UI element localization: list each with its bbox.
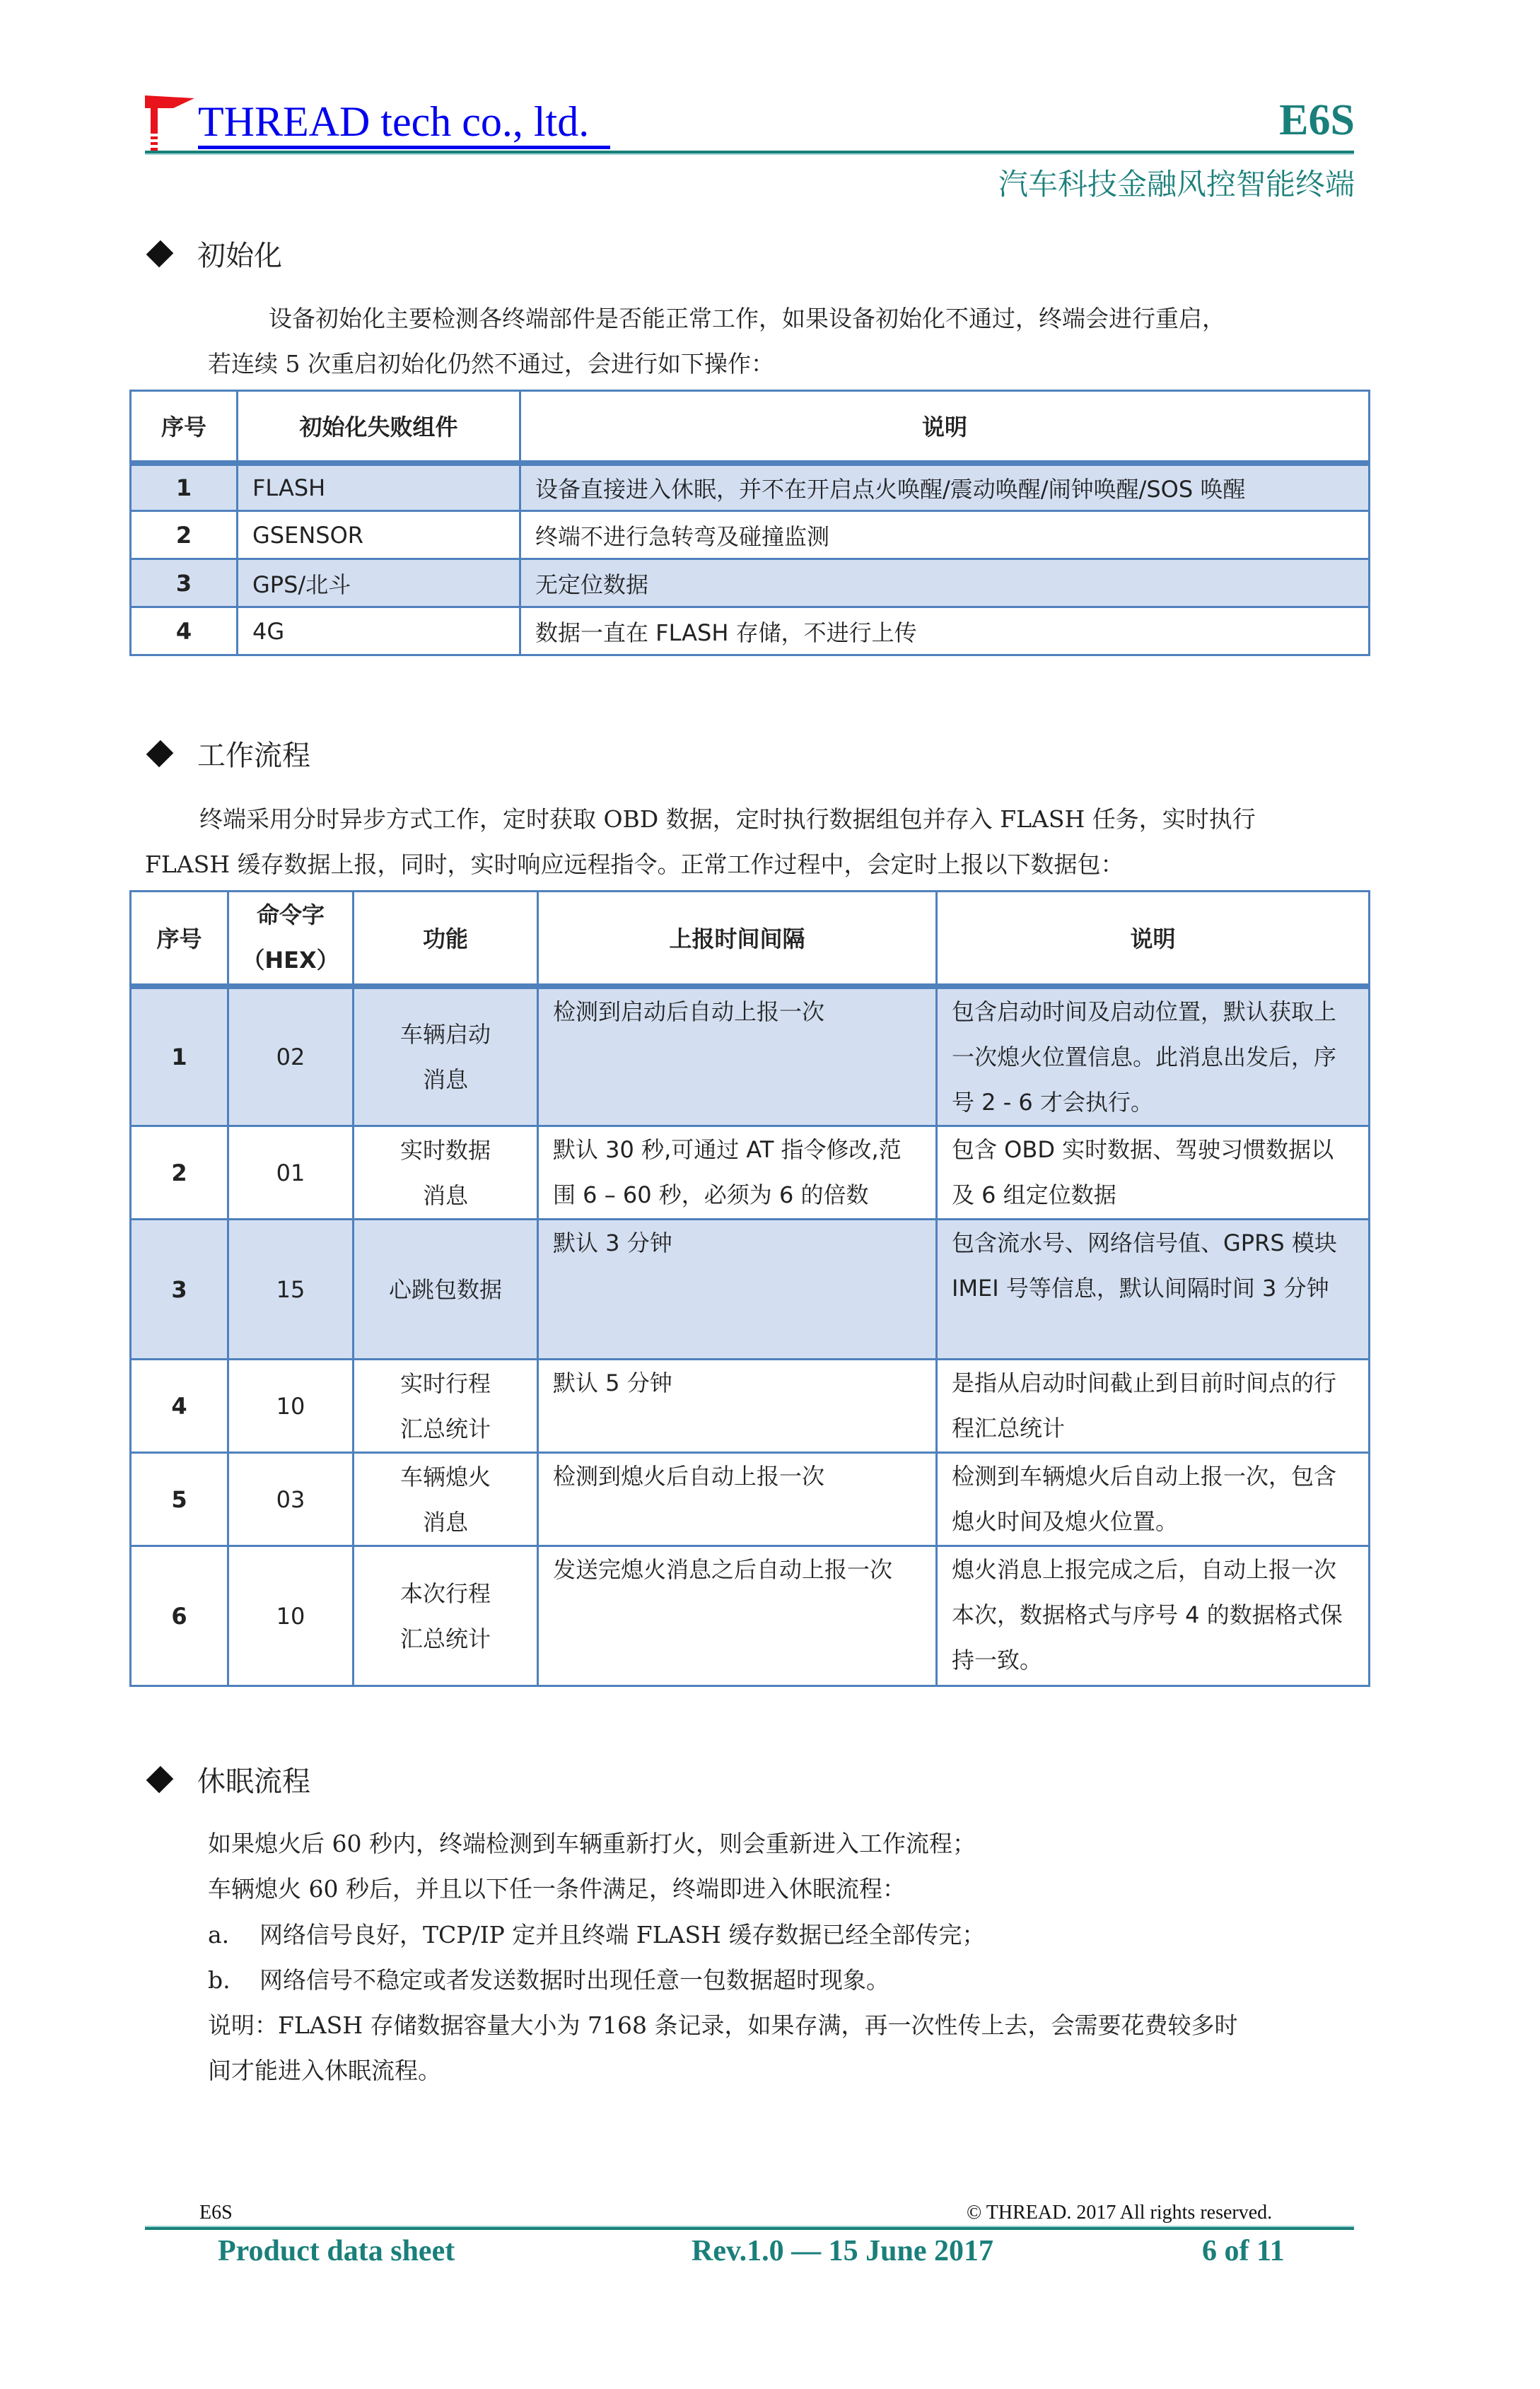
cell-description: 熄火消息上报完成之后，自动上报一次本次，数据格式与序号 4 的数据格式保持一致。: [937, 1546, 1370, 1686]
product-name: E6S: [1279, 96, 1355, 144]
cell-description: 无定位数据: [520, 559, 1370, 607]
section-title: 工作流程: [197, 740, 310, 772]
section-title: 初始化: [197, 240, 282, 272]
cell-index: 3: [131, 559, 238, 607]
paragraph-line: 间才能进入休眠流程。: [208, 2057, 441, 2084]
cell-function: 实时行程汇总统计: [354, 1360, 538, 1453]
init-failure-table: [129, 390, 1370, 656]
cell-component: FLASH: [238, 463, 520, 511]
list-item: 网络信号良好，TCP/IP 定并且终端 FLASH 缓存数据已经全部传完；: [259, 1921, 986, 1949]
report-packet-table: [129, 890, 1370, 1687]
paragraph-line: 如果熄火后 60 秒内，终端检测到车辆重新打火，则会重新进入工作流程；: [208, 1830, 976, 1857]
column-header: 说明: [520, 391, 1370, 463]
table-row: [131, 1453, 1370, 1546]
cell-function: 车辆启动消息: [354, 986, 538, 1126]
cell-interval: 默认 5 分钟: [538, 1360, 937, 1453]
section-heading-init: [145, 233, 282, 274]
column-header: 序号: [131, 391, 238, 463]
cell-description: 包含 OBD 实时数据、驾驶习惯数据以及 6 组定位数据: [937, 1126, 1370, 1220]
cell-command: 10: [228, 1360, 354, 1453]
cell-index: 5: [131, 1453, 228, 1546]
cell-command: 03: [228, 1453, 354, 1546]
company-logo-icon: [145, 95, 194, 152]
list-marker: a.: [208, 1921, 230, 1949]
footer-doc-type: Product data sheet: [218, 2235, 455, 2267]
header-subtitle: 汽车科技金融风控智能终端: [998, 167, 1355, 201]
cell-description: 检测到车辆熄火后自动上报一次，包含熄火时间及熄火位置。: [937, 1453, 1370, 1546]
cell-command: 15: [228, 1220, 354, 1360]
table-row: [131, 511, 1370, 559]
cell-interval: 检测到启动后自动上报一次: [538, 986, 937, 1126]
header-divider: [145, 151, 1354, 155]
cell-command: 02: [228, 986, 354, 1126]
cell-index: 2: [131, 511, 238, 559]
footer-revision: Rev.1.0 — 15 June 2017: [692, 2235, 994, 2267]
list-marker: b.: [208, 1966, 231, 1994]
list-item: 网络信号不稳定或者发送数据时出现任意一包数据超时现象。: [259, 1966, 889, 1994]
section-heading-workflow: [145, 733, 310, 773]
paragraph-line: 若连续 5 次重启初始化仍然不通过，会进行如下操作：: [208, 350, 774, 378]
cell-interval: 发送完熄火消息之后自动上报一次: [538, 1546, 937, 1686]
section-heading-sleep: [145, 1759, 310, 1799]
paragraph-line: FLASH 缓存数据上报，同时，实时响应远程指令。正常工作过程中，会定时上报以下数据包：: [145, 851, 1124, 878]
column-header: 命令字（HEX）: [228, 892, 354, 986]
table-row: [131, 1126, 1370, 1220]
cell-function: 心跳包数据: [354, 1220, 538, 1360]
table-row: [131, 1360, 1370, 1453]
cell-description: 包含流水号、网络信号值、GPRS 模块 IMEI 号等信息，默认间隔时间 3 分钟: [937, 1220, 1370, 1360]
cell-description: 是指从启动时间截止到目前时间点的行程汇总统计: [937, 1360, 1370, 1453]
paragraph-line: 说明：FLASH 存储数据容量大小为 7168 条记录，如果存满，再一次性传上去，会需要花费较多时: [208, 2011, 1238, 2039]
cell-index: 1: [131, 463, 238, 511]
cell-function: 实时数据消息: [354, 1126, 538, 1220]
cell-index: 6: [131, 1546, 228, 1686]
table-row: [131, 986, 1370, 1126]
cell-component: 4G: [238, 607, 520, 655]
cell-description: 设备直接进入休眠，并不在开启点火唤醒/震动唤醒/闹钟唤醒/SOS 唤醒: [520, 463, 1370, 511]
cell-interval: 检测到熄火后自动上报一次: [538, 1453, 937, 1546]
cell-index: 1: [131, 986, 228, 1126]
footer-page-number: 6 of 11: [1202, 2235, 1285, 2267]
cell-command: 10: [228, 1546, 354, 1686]
paragraph-line: 车辆熄火 60 秒后，并且以下任一条件满足，终端即进入休眠流程：: [208, 1875, 906, 1903]
cell-index: 3: [131, 1220, 228, 1360]
cell-function: 本次行程汇总统计: [354, 1546, 538, 1686]
cell-interval: 默认 30 秒,可通过 AT 指令修改,范围 6 – 60 秒，必须为 6 的倍数: [538, 1126, 937, 1220]
section-title: 休眠流程: [197, 1765, 310, 1798]
cell-index: 2: [131, 1126, 228, 1220]
footer-copyright: © THREAD. 2017 All rights reserved.: [967, 2202, 1273, 2224]
column-header: 序号: [131, 892, 228, 986]
footer-divider: [145, 2226, 1354, 2230]
cell-interval: 默认 3 分钟: [538, 1220, 937, 1360]
table-row: [131, 1546, 1370, 1686]
column-header: 初始化失败组件: [238, 391, 520, 463]
cell-description: 数据一直在 FLASH 存储，不进行上传: [520, 607, 1370, 655]
cell-command: 01: [228, 1126, 354, 1220]
company-name[interactable]: THREAD tech co., ltd.: [198, 98, 610, 149]
cell-description: 包含启动时间及启动位置，默认获取上一次熄火位置信息。此消息出发后，序号 2 - 6 才会执行。: [937, 986, 1370, 1126]
paragraph-line: 设备初始化主要检测各终端部件是否能正常工作，如果设备初始化不通过，终端会进行重启，: [269, 305, 1225, 332]
cell-index: 4: [131, 1360, 228, 1453]
table-row: [131, 1220, 1370, 1360]
cell-component: GSENSOR: [238, 511, 520, 559]
footer-product: E6S: [199, 2202, 233, 2224]
paragraph-line: 终端采用分时异步方式工作，定时获取 OBD 数据，定时执行数据组包并存入 FLASH 任务，实时执行: [199, 805, 1256, 833]
diamond-bullet-icon: [146, 1765, 174, 1793]
table-row: [131, 463, 1370, 511]
diamond-bullet-icon: [146, 740, 174, 767]
cell-function: 车辆熄火消息: [354, 1453, 538, 1546]
table-row: [131, 607, 1370, 655]
column-header: 上报时间间隔: [538, 892, 937, 986]
table-row: [131, 559, 1370, 607]
column-header: 说明: [937, 892, 1370, 986]
cell-component: GPS/北斗: [238, 559, 520, 607]
cell-index: 4: [131, 607, 238, 655]
diamond-bullet-icon: [146, 240, 174, 267]
cell-description: 终端不进行急转弯及碰撞监测: [520, 511, 1370, 559]
column-header: 功能: [354, 892, 538, 986]
